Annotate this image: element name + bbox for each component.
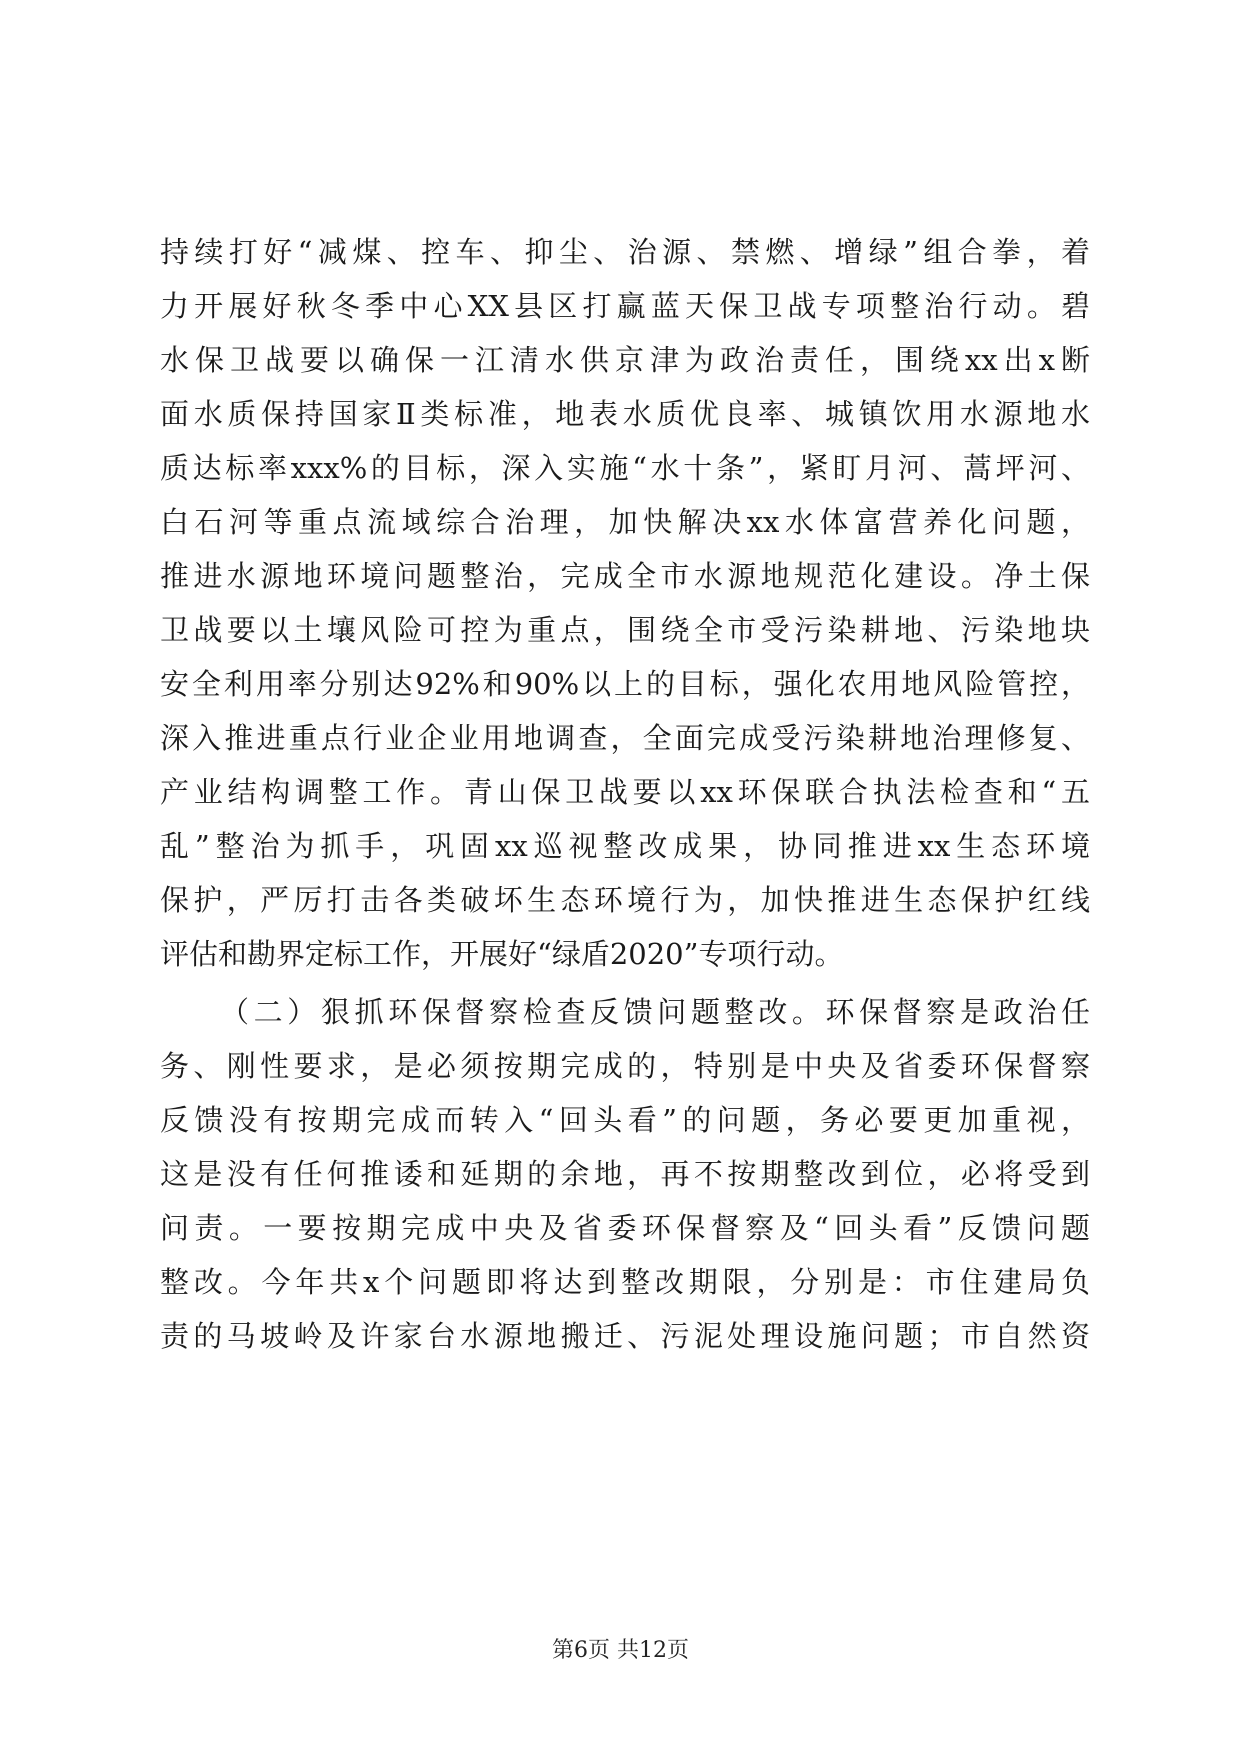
text-line: 务、刚性要求，是必须按期完成的，特别是中央及省委环保督察	[160, 1049, 1090, 1083]
text-line: 卫战要以土壤风险可控为重点，围绕全市受污染耕地、污染地块	[160, 613, 1090, 647]
text-line: 乱”整治为抓手，巩固xx巡视整改成果，协同推进xx生态环境	[160, 829, 1090, 863]
text-line: 水保卫战要以确保一江清水供京津为政治责任，围绕xx出x断	[160, 343, 1090, 377]
text-line: 责的马坡岭及许家台水源地搬迁、污泥处理设施问题；市自然资	[160, 1319, 1090, 1353]
text-line: 评估和勘界定标工作，开展好“绿盾2020”专项行动。	[160, 937, 844, 971]
text-line: 产业结构调整工作。青山保卫战要以xx环保联合执法检查和“五	[160, 775, 1090, 809]
text-line: 力开展好秋冬季中心XX县区打赢蓝天保卫战专项整治行动。碧	[160, 289, 1090, 323]
text-line: 深入推进重点行业企业用地调查，全面完成受污染耕地治理修复、	[160, 721, 1090, 755]
text-line: 问责。一要按期完成中央及省委环保督察及“回头看”反馈问题	[160, 1211, 1090, 1245]
text-line: 整改。今年共x个问题即将达到整改期限，分别是：市住建局负	[160, 1265, 1090, 1299]
text-line: 安全利用率分别达92%和90%以上的目标，强化农用地风险管控，	[160, 667, 1090, 701]
text-line: 白石河等重点流域综合治理，加快解决xx水体富营养化问题，	[160, 505, 1090, 539]
text-line: 质达标率xxx%的目标，深入实施“水十条”，紧盯月河、蒿坪河、	[160, 451, 1090, 485]
text-line: 这是没有任何推诿和延期的余地，再不按期整改到位，必将受到	[160, 1157, 1090, 1191]
text-line: 反馈没有按期完成而转入“回头看”的问题，务必要更加重视，	[160, 1103, 1090, 1137]
text-line: 持续打好“减煤、控车、抑尘、治源、禁燃、增绿”组合拳，着	[160, 235, 1090, 269]
page-number-footer: 第6页 共12页	[552, 1638, 689, 1663]
text-line: 面水质保持国家Ⅱ类标准，地表水质优良率、城镇饮用水源地水	[160, 397, 1090, 431]
text-line: 保护，严厉打击各类破坏生态环境行为，加快推进生态保护红线	[160, 883, 1090, 917]
section-heading-line: （二）狠抓环保督察检查反馈问题整改。环保督察是政治任	[220, 995, 1090, 1029]
text-line: 推进水源地环境问题整治，完成全市水源地规范化建设。净土保	[160, 559, 1090, 593]
